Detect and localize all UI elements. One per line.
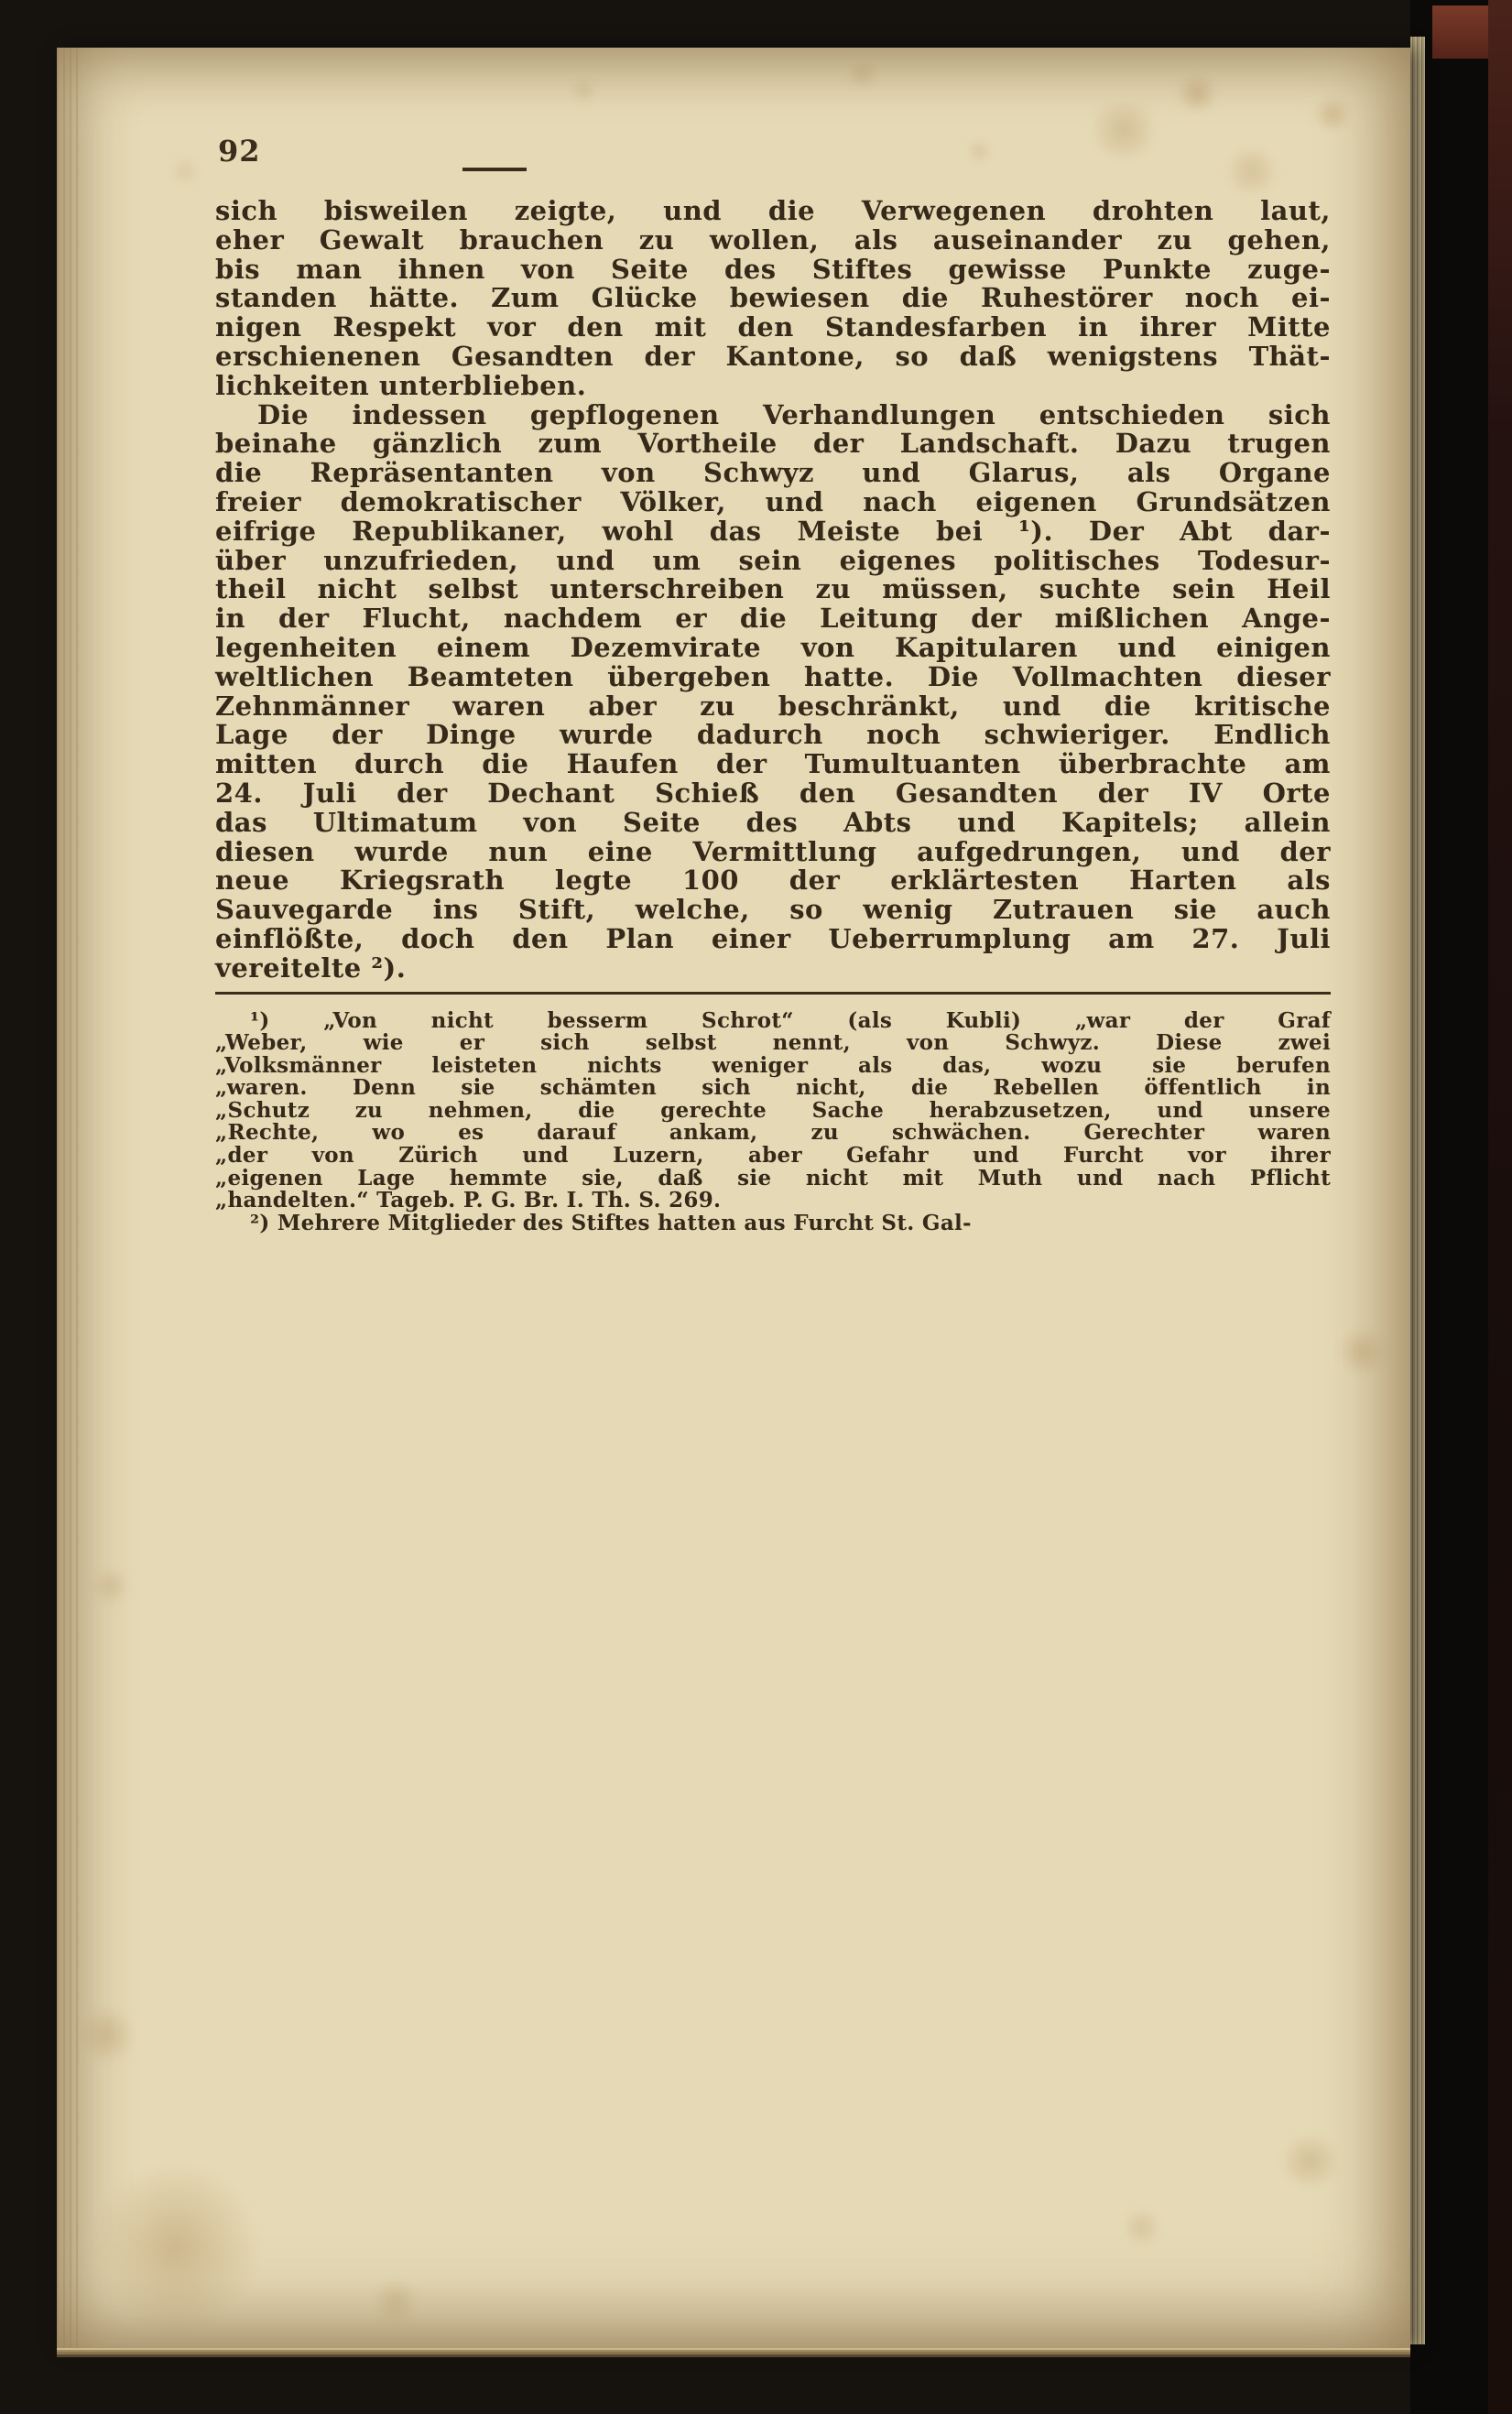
header-rule bbox=[462, 168, 527, 171]
text-line: eifrige Republikaner, wohl das Meiste bei ¹). Der Abt dar- bbox=[215, 515, 1331, 547]
foxing-spot bbox=[1174, 75, 1220, 112]
text-line: ¹) „Von nicht besserm Schrot“ (als Kubli) „war der Graf bbox=[250, 1007, 1331, 1033]
text-line: über unzufrieden, und um sein eigenes politisches Todesur- bbox=[215, 544, 1331, 576]
text-line: Lage der Dinge wurde dadurch noch schwieriger. Endlich bbox=[215, 719, 1331, 751]
text-line: mitten durch die Haufen der Tumultuanten überbrachte am bbox=[215, 748, 1331, 780]
text-line: standen hätte. Zum Glücke bewiesen die Ruhestörer noch ei- bbox=[215, 282, 1331, 314]
text-line: eher Gewalt brauchen zu wollen, als auseinander zu gehen, bbox=[215, 223, 1331, 256]
footnote-separator bbox=[215, 992, 1331, 995]
text-line: „Schutz zu nehmen, die gerechte Sache herabzusetzen, und unsere bbox=[215, 1097, 1331, 1123]
page-fore-edge bbox=[1410, 37, 1425, 2344]
text-block bbox=[215, 197, 1331, 1234]
text-line: Sauvegarde ins Stift, welche, so wenig Zutrauen sie auch bbox=[215, 894, 1331, 926]
text-line: 24. Juli der Dechant Schieß den Gesandten der IV Orte bbox=[215, 777, 1331, 809]
book-gutter bbox=[1410, 0, 1512, 2414]
foxing-spot bbox=[1119, 2209, 1165, 2245]
text-line: in der Flucht, nachdem er die Leitung der mißlichen Ange- bbox=[215, 603, 1331, 635]
foxing-spot bbox=[368, 2282, 423, 2321]
text-line: „waren. Denn sie schämten sich nicht, die Rebellen öffentlich in bbox=[215, 1075, 1331, 1101]
text-line: „eigenen Lage hemmte sie, daß sie nicht mit Muth und nach Pflicht bbox=[215, 1165, 1331, 1191]
text-line: „Weber, wie er sich selbst nennt, von Schwyz. Diese zwei bbox=[215, 1030, 1331, 1056]
book-spine bbox=[1488, 0, 1512, 2414]
text-line: „handelten.“ Tageb. P. G. Br. I. Th. S. 269. bbox=[215, 1188, 722, 1213]
foxing-spot bbox=[90, 1568, 132, 1604]
text-line: lichkeiten unterblieben. bbox=[215, 369, 587, 401]
text-line: das Ultimatum von Seite des Abts und Kapitels; allein bbox=[215, 806, 1331, 838]
page-stack-edge-bottom bbox=[57, 2348, 1410, 2357]
text-line: bis man ihnen von Seite des Stiftes gewisse Punkte zuge- bbox=[215, 253, 1331, 285]
foxing-spot bbox=[75, 2007, 139, 2062]
foxing-spot bbox=[963, 139, 995, 163]
text-line: die Repräsentanten von Schwyz und Glarus, als Organe bbox=[215, 457, 1331, 489]
text-line: neue Kriegsrath legte 100 der erklärtesten Harten als bbox=[215, 864, 1331, 897]
text-line: weltlichen Beamteten übergeben hatte. Die Vollmachten dieser bbox=[215, 660, 1331, 692]
page-stack-edge-left bbox=[57, 48, 79, 2348]
book-page bbox=[57, 48, 1410, 2348]
text-line: beinahe gänzlich zum Vortheile der Landschaft. Dazu trugen bbox=[215, 428, 1331, 460]
foxing-spot bbox=[1082, 103, 1165, 158]
text-line: „der von Zürich und Luzern, aber Gefahr und Furcht vor ihrer bbox=[215, 1143, 1331, 1169]
text-line: nigen Respekt vor den mit den Standesfarben in ihrer Mitte bbox=[215, 311, 1331, 343]
foxing-spot bbox=[167, 158, 203, 185]
text-line: erschienenen Gesandten der Kantone, so daß wenigstens Thät- bbox=[215, 340, 1331, 372]
text-line: sich bisweilen zeigte, und die Verwegenen drohten laut, bbox=[215, 195, 1331, 226]
foxing-spot bbox=[570, 81, 597, 101]
text-line: „Volksmänner leisteten nichts weniger als das, wozu sie berufen bbox=[215, 1052, 1331, 1078]
foxing-spot bbox=[844, 62, 881, 86]
foxing-spot bbox=[93, 2154, 258, 2337]
footnote bbox=[215, 1007, 1331, 1213]
footnote bbox=[215, 1212, 1331, 1235]
body-paragraph bbox=[215, 197, 1331, 401]
page-number: 92 bbox=[218, 134, 261, 169]
text-line: ²) Mehrere Mitglieder des Stiftes hatten aus Furcht St. Gal- bbox=[250, 1210, 972, 1235]
text-line: legenheiten einem Dezemvirate von Kapitularen und einigen bbox=[215, 631, 1331, 663]
foxing-spot bbox=[1311, 98, 1354, 131]
body-paragraph bbox=[215, 398, 1331, 984]
text-line: diesen wurde nun eine Vermittlung aufgedrungen, und der bbox=[215, 835, 1331, 867]
text-line: theil nicht selbst unterschreiben zu müssen, suchte sein Heil bbox=[215, 573, 1331, 605]
foxing-spot bbox=[1334, 1330, 1389, 1374]
foxing-spot bbox=[1220, 148, 1284, 194]
foxing-spot bbox=[1275, 2136, 1344, 2187]
text-line: vereitelte ²). bbox=[215, 951, 407, 984]
text-line: Die indessen gepflogenen Verhandlungen entschieden sich bbox=[257, 398, 1331, 430]
text-line: einflößte, doch den Plan einer Ueberrumplung am 27. Juli bbox=[215, 922, 1331, 954]
text-line: „Rechte, wo es darauf ankam, zu schwächen. Gerechter waren bbox=[215, 1120, 1331, 1146]
text-line: freier demokratischer Völker, und nach eigenen Grundsätzen bbox=[215, 485, 1331, 517]
text-line: Zehnmänner waren aber zu beschränkt, und die kritische bbox=[215, 690, 1331, 722]
